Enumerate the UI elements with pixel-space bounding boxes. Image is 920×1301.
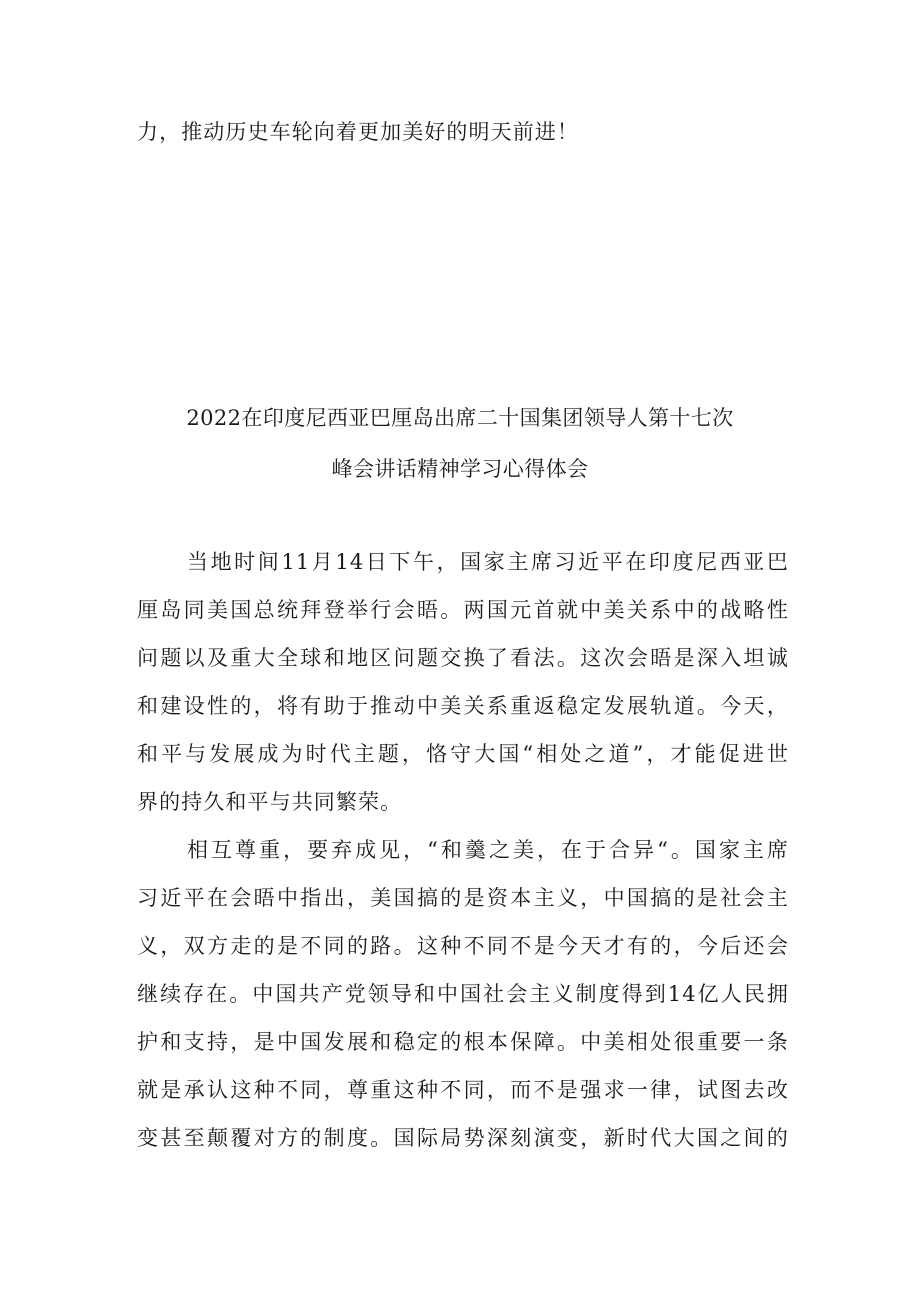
- paragraph-2-line-4: 继续存在。中国共产党领导和中国社会主义制度得到14亿人民拥: [137, 982, 789, 1006]
- paragraph-1-line-1: 当地时间11月14日下午，国家主席习近平在印度尼西亚巴: [187, 550, 789, 574]
- paragraph-2-line-7: 变甚至颠覆对方的制度。国际局势深刻演变，新时代大国之间的: [137, 1126, 789, 1150]
- paragraph-2-line-1: 相互尊重，要弃成见，“和羹之美，在于合异“。国家主席: [187, 838, 789, 862]
- paragraph-1-line-2: 厘岛同美国总统拜登举行会晤。两国元首就中美关系中的战略性: [137, 598, 789, 622]
- paragraph-1-line-4: 和建设性的，将有助于推动中美关系重返稳定发展轨道。今天，: [137, 694, 789, 718]
- document-title-line-2: 峰会讲话精神学习心得体会: [331, 457, 589, 481]
- paragraph-2-line-5: 护和支持，是中国发展和稳定的根本保障。中美相处很重要一条: [137, 1030, 789, 1054]
- paragraph-2-line-2: 习近平在会晤中指出，美国搞的是资本主义，中国搞的是社会主: [137, 886, 789, 910]
- paragraph-1-line-5: 和平与发展成为时代主题，恪守大国“相处之道”，才能促进世: [137, 742, 789, 766]
- paragraph-2-line-3: 义，双方走的是不同的路。这种不同不是今天才有的，今后还会: [137, 934, 789, 958]
- paragraph-2-line-6: 就是承认这种不同，尊重这种不同，而不是强求一律，试图去改: [137, 1078, 789, 1102]
- document-title-line-1: 2022在印度尼西亚巴厘岛出席二十国集团领导人第十七次: [186, 406, 734, 430]
- paragraph-1-line-3: 问题以及重大全球和地区问题交换了看法。这次会晤是深入坦诚: [137, 646, 789, 670]
- carryover-line: 力，推动历史车轮向着更加美好的明天前进！: [137, 120, 579, 144]
- paragraph-1-line-6: 界的持久和平与共同繁荣。: [137, 790, 403, 814]
